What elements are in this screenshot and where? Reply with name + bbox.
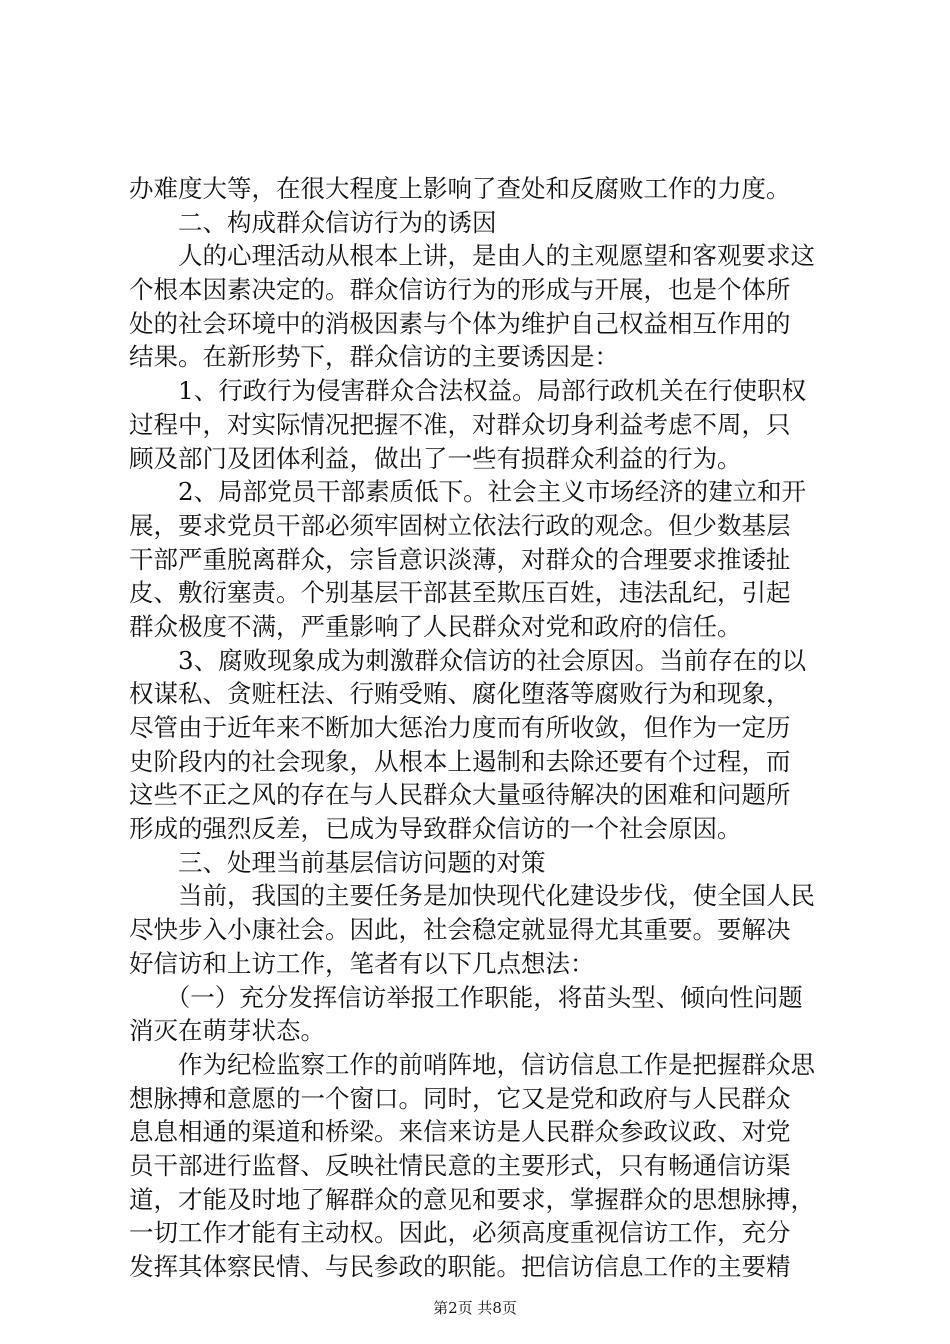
text-line: 息息相通的渠道和桥梁。来信来访是人民群众参政议政、对党 [129,1117,791,1147]
text-line: 形成的强烈反差，已成为导致群众信访的一个社会原因。 [129,814,742,844]
section-heading: 三、处理当前基层信访问题的对策 [129,847,546,877]
body-text [129,172,829,1284]
text-line: 干部严重脱离群众，宗旨意识淡薄，对群众的合理要求推诿扯 [129,544,791,574]
text-line: 人的心理活动从根本上讲，是由人的主观愿望和客观要求这 [129,241,815,271]
text-line: 群众极度不满，严重影响了人民群众对党和政府的信任。 [129,611,742,641]
text-line: 3、腐败现象成为刺激群众信访的社会原因。当前存在的以 [129,645,807,675]
text-line: 权谋私、贪赃枉法、行贿受贿、腐化堕落等腐败行为和现象， [129,679,791,709]
text-line: 当前，我国的主要任务是加快现代化建设步伐，使全国人民 [129,881,815,911]
text-line: 员干部进行监督、反映社情民意的主要形式，只有畅通信访渠 [129,1150,791,1180]
text-line: 想脉搏和意愿的一个窗口。同时，它又是党和政府与人民群众 [129,1083,791,1113]
text-line: 一切工作才能有主动权。因此，必须高度重视信访工作，充分 [129,1218,791,1248]
text-line: 个根本因素决定的。群众信访行为的形成与开展，也是个体所 [129,275,791,305]
text-line: 发挥其体察民情、与民参政的职能。把信访信息工作的主要精 [129,1252,791,1281]
text-line: 展，要求党员干部必须牢固树立依法行政的观念。但少数基层 [129,510,791,540]
text-line: 尽管由于近年来不断加大惩治力度而有所收敛，但作为一定历 [129,713,791,742]
subsection-heading: 消灭在萌芽状态。 [129,1016,325,1046]
text-line: 尽快步入小康社会。因此，社会稳定就显得尤其重要。要解决 [129,915,791,945]
text-line: 办难度大等，在很大程度上影响了查处和反腐败工作的力度。 [129,174,791,203]
subsection-heading: （一）充分发挥信访举报工作职能，将苗头型、倾向性问题 [129,982,803,1012]
text-line: 1、行政行为侵害群众合法权益。局部行政机关在行使职权 [129,376,807,406]
text-line: 处的社会环境中的消极因素与个体为维护自己权益相互作用的 [129,308,791,338]
text-line: 作为纪检监察工作的前哨阵地，信访信息工作是把握群众思 [129,1049,815,1079]
text-line: 过程中，对实际情况把握不准，对群众切身利益考虑不周，只 [129,409,791,439]
section-heading: 二、构成群众信访行为的诱因 [129,207,497,237]
text-line: 顾及部门及团体利益，做出了一些有损群众利益的行为。 [129,443,742,473]
text-line: 史阶段内的社会现象，从根本上遏制和去除还要有个过程，而 [129,746,791,776]
text-line: 道，才能及时地了解群众的意见和要求，掌握群众的思想脉搏， [129,1184,815,1214]
text-line: 2、局部党员干部素质低下。社会主义市场经济的建立和开 [129,477,807,507]
page-number-footer: 第2页 共8页 [433,1299,517,1317]
text-line: 皮、敷衍塞责。个别基层干部甚至欺压百姓，违法乱纪，引起 [129,578,791,608]
text-line: 这些不正之风的存在与人民群众大量亟待解决的困难和问题所 [129,780,791,810]
text-line: 好信访和上访工作，笔者有以下几点想法： [129,948,595,978]
text-line: 结果。在新形势下，群众信访的主要诱因是： [129,342,619,372]
